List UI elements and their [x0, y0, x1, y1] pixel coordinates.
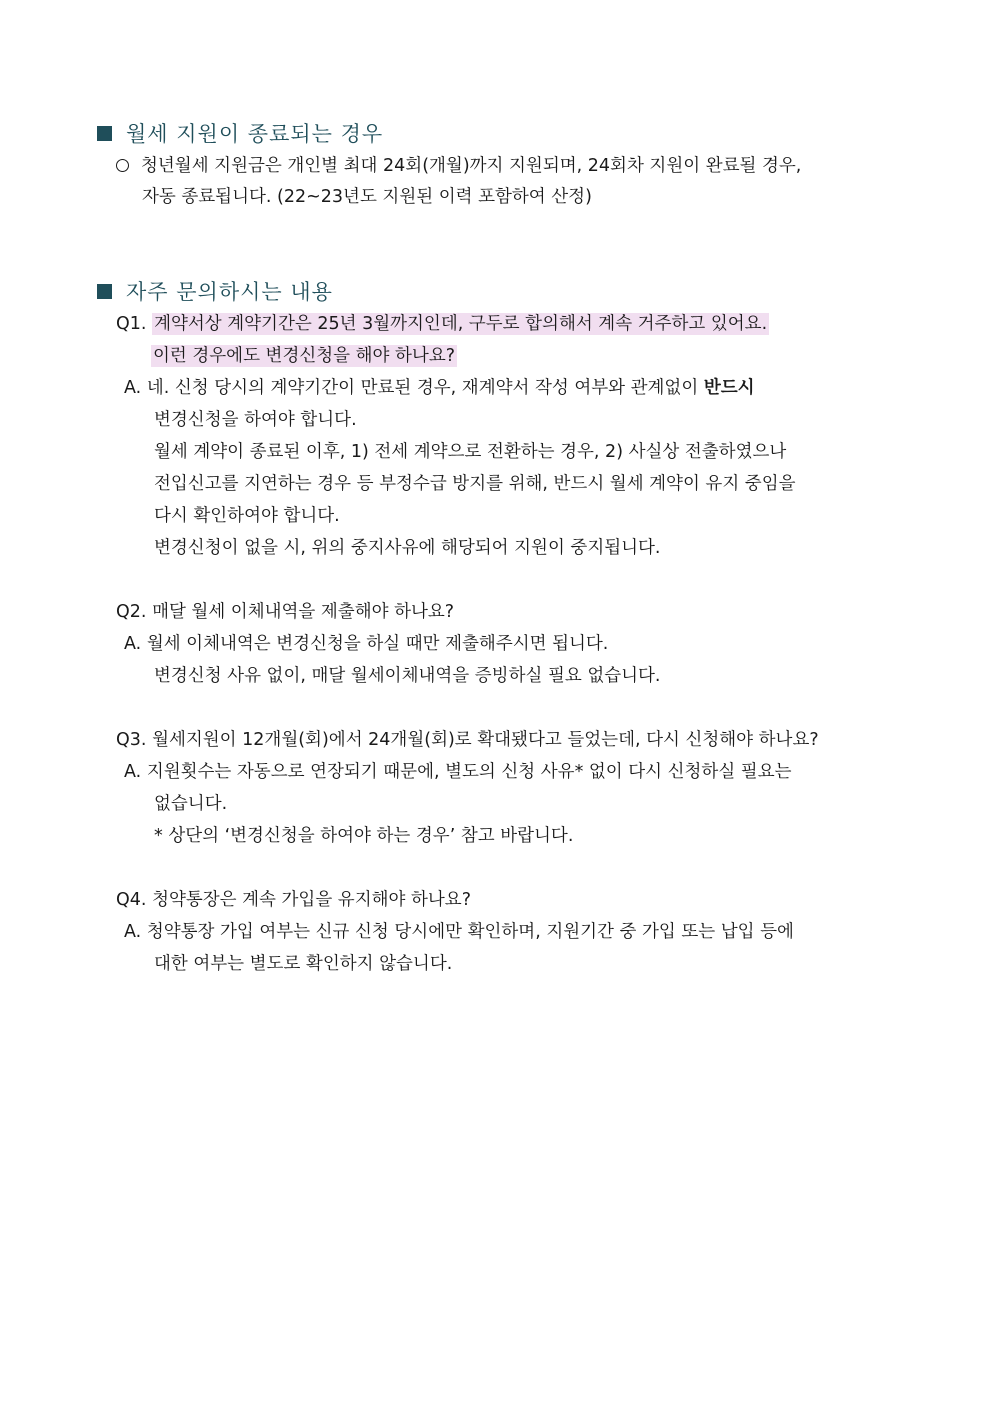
- faq-q2-answer-line2: 변경신청 사유 없이, 매달 월세이체내역을 증빙하실 필요 없습니다.: [154, 666, 661, 686]
- faq-q2-answer-line1: A. 월세 이체내역은 변경신청을 하실 때만 제출해주시면 됩니다.: [124, 634, 609, 654]
- faq-q1-answer-line3: 월세 계약이 종료된 이후, 1) 전세 계약으로 전환하는 경우, 2) 사실상 전출하였으나: [154, 442, 787, 462]
- question-label: Q4.: [116, 890, 147, 910]
- question-label: Q3.: [116, 730, 147, 750]
- section-heading-text: 자주 문의하시는 내용: [126, 280, 333, 304]
- square-bullet-icon: [97, 284, 112, 299]
- faq-q4-question: Q4. 청약통장은 계속 가입을 유지해야 하나요?: [116, 890, 471, 910]
- faq-q4-answer-line2: 대한 여부는 별도로 확인하지 않습니다.: [154, 954, 453, 974]
- section-heading-text: 월세 지원이 종료되는 경우: [126, 122, 384, 146]
- question-label: Q1.: [116, 314, 147, 334]
- faq-q1-answer-line2: 변경신청을 하여야 합니다.: [154, 410, 357, 430]
- faq-q1-question-line2: [151, 345, 457, 367]
- highlighted-question-text: 이런 경우에도 변경신청을 해야 하나요?: [153, 346, 456, 366]
- faq-q1-answer-line1: A. 네. 신청 당시의 계약기간이 만료된 경우, 재계약서 작성 여부와 관계없이 반드시: [124, 378, 755, 398]
- answer-label: A.: [124, 634, 142, 654]
- faq-q3-answer-line2: 없습니다.: [154, 794, 228, 814]
- faq-q2-question: Q2. 매달 월세 이체내역을 제출해야 하나요?: [116, 602, 455, 622]
- faq-q1-answer-line6: 변경신청이 없을 시, 위의 중지사유에 해당되어 지원이 중지됩니다.: [154, 538, 661, 558]
- emphasis-text: 반드시: [703, 378, 755, 398]
- faq-q3-question: Q3. 월세지원이 12개월(회)에서 24개월(회)로 확대됐다고 들었는데, 다시 신청해야 하나요?: [116, 730, 819, 750]
- termination-bullet-line2: 자동 종료됩니다. (22~23년도 지원된 이력 포함하여 산정): [142, 187, 592, 207]
- faq-q3-answer-line3: * 상단의 ‘변경신청을 하여야 하는 경우’ 참고 바랍니다.: [154, 826, 574, 846]
- answer-label: A.: [124, 378, 142, 398]
- question-label: Q2.: [116, 602, 147, 622]
- answer-label: A.: [124, 762, 142, 782]
- section-heading-faq: [97, 276, 333, 306]
- highlighted-question-text: 계약서상 계약기간은 25년 3월까지인데, 구두로 합의해서 계속 거주하고 있어요.: [154, 314, 768, 334]
- section-heading-termination: [97, 118, 383, 148]
- faq-q1-question-line1: [116, 313, 769, 335]
- faq-q1-answer-line5: 다시 확인하여야 합니다.: [154, 506, 340, 526]
- square-bullet-icon: [97, 126, 112, 141]
- answer-label: A.: [124, 922, 142, 942]
- termination-bullet-line1: 청년월세 지원금은 개인별 최대 24회(개월)까지 지원되며, 24회차 지원이 완료될 경우,: [116, 155, 801, 177]
- circle-bullet-icon: [116, 159, 129, 172]
- faq-q3-answer-line1: A. 지원횟수는 자동으로 연장되기 때문에, 별도의 신청 사유* 없이 다시 신청하실 필요는: [124, 762, 792, 782]
- faq-q4-answer-line1: A. 청약통장 가입 여부는 신규 신청 당시에만 확인하며, 지원기간 중 가입 또는 납입 등에: [124, 922, 794, 942]
- faq-q1-answer-line4: 전입신고를 지연하는 경우 등 부정수급 방지를 위해, 반드시 월세 계약이 유지 중임을: [154, 474, 796, 494]
